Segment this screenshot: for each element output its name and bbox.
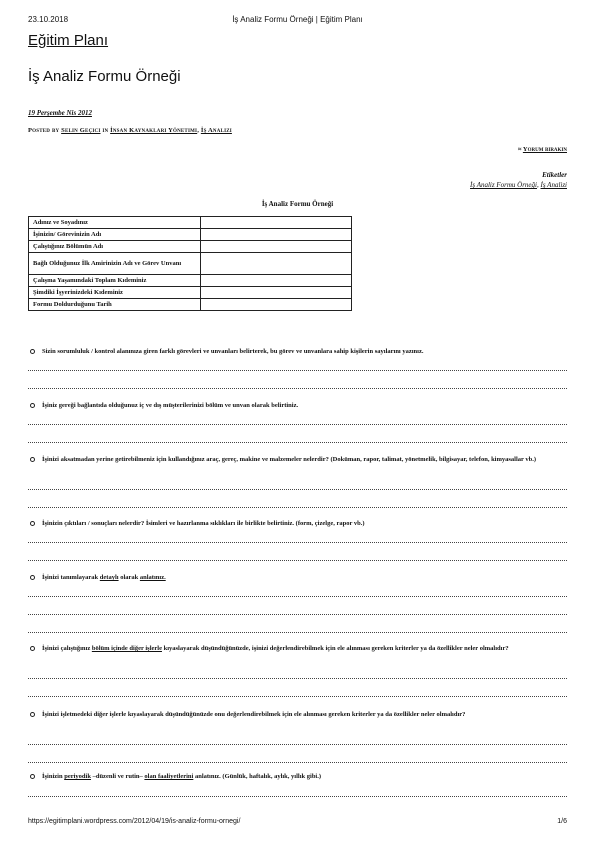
table-row-value: [201, 275, 352, 287]
answer-line: [28, 632, 567, 633]
question-5: [28, 573, 567, 583]
text-segment: kıyaslayarak düşündüğünüzde, işinizi değerlendirebilmek için ele alınması gereken kriterler ya da özellikler neler olmalıdır?: [161, 645, 509, 652]
question-text: İşinizi işletmedeki diğer işlerle kıyaslayarak düşündüğünüzde onu değerlendirebilmek için ele alınması gereken kriterler ya da özellikler neler olmalıdır?: [42, 711, 466, 718]
author-link[interactable]: Selin Geçici: [61, 127, 101, 134]
question-6: [28, 644, 567, 654]
tags-label: Etiketler: [542, 171, 567, 179]
category-link-hr[interactable]: İnsan Kaynakları Yönetimi: [110, 127, 198, 134]
post-date-link[interactable]: 19 Perşembe Nis 2012: [28, 109, 92, 117]
category-link-job-analysis[interactable]: İş Analizi: [200, 127, 232, 134]
text-segment: olarak: [118, 574, 140, 581]
answer-line: [28, 596, 567, 597]
posted-by-label: Posted by: [28, 127, 60, 134]
circle-bullet-icon: [30, 575, 35, 580]
table-row: [29, 253, 352, 275]
question-text: [42, 773, 321, 780]
question-text: İşinizin çıktıları / sonuçları nelerdir? İsimleri ve hazırlanma sıklıkları ile birlikte belirtiniz. (form, çizelge, rapor vb.): [42, 520, 365, 527]
answer-line: [28, 560, 567, 561]
answer-line: [28, 507, 567, 508]
in-label: in: [102, 127, 109, 134]
text-segment: anlatınız.: [139, 574, 166, 581]
print-date: 23.10.2018: [28, 15, 69, 24]
category-separator: ,: [197, 127, 200, 134]
circle-bullet-icon: [30, 403, 35, 408]
table-row-label: İşinizin/ Görevinizin Adı: [29, 229, 201, 241]
table-row: [29, 299, 352, 311]
table-row: [29, 241, 352, 253]
post-title: İş Analiz Formu Örneği: [28, 68, 181, 85]
text-segment: detaylı: [99, 574, 119, 581]
table-row-value: [201, 299, 352, 311]
question-4: [28, 519, 567, 529]
print-title: İş Analiz Formu Örneği | Eğitim Planı: [232, 15, 363, 24]
circle-bullet-icon: [30, 774, 35, 779]
answer-line: [28, 614, 567, 615]
table-row-value: [201, 253, 352, 275]
text-segment: İşinizi tanımlayarak: [42, 574, 100, 581]
question-2: [28, 401, 567, 411]
question-text: Sizin sorumluluk / kontrol alanınıza giren farklı görevleri ve unvanları belirterek, bu görev ve unvanlara sahip kişilerin sayılarını yazınız.: [42, 348, 424, 355]
table-row-label: Adınız ve Soyadınız: [29, 217, 201, 229]
table-row: [29, 229, 352, 241]
question-text: İşiniz gereği bağlantıda olduğunuz iç ve dış müşterilerinizi bölüm ve unvan olarak belirtiniz.: [42, 402, 299, 409]
table-row-label: Bağlı Olduğunuz İlk Amirinizin Adı ve Görev Unvanı: [29, 253, 201, 275]
answer-line: [28, 696, 567, 697]
comment-icon: ≈: [517, 146, 522, 153]
print-header: [28, 15, 567, 27]
leave-comment-link[interactable]: Yorum bırakın: [522, 146, 567, 153]
text-segment: İşinizi çalıştığınız: [42, 645, 92, 652]
table-row-value: [201, 217, 352, 229]
question-1: [28, 347, 567, 357]
tag-separator: ,: [536, 181, 539, 189]
table-row: [29, 217, 352, 229]
question-text: [42, 574, 166, 581]
site-title-link[interactable]: Eğitim Planı: [28, 32, 109, 49]
question-7: [28, 710, 567, 720]
tag-link-form[interactable]: İş Analiz Formu Örneği: [470, 181, 537, 189]
answer-line: [28, 678, 567, 679]
circle-bullet-icon: [30, 349, 35, 354]
comment-area: [518, 146, 567, 153]
table-row-value: [201, 229, 352, 241]
table-row-value: [201, 241, 352, 253]
text-segment: periyodik: [64, 773, 91, 780]
personal-info-table: [28, 216, 352, 311]
print-url: https://egitimplani.wordpress.com/2012/04/19/is-analiz-formu-ornegi/: [28, 818, 241, 825]
tag-link-job-analysis[interactable]: İş Analizi: [540, 181, 567, 189]
question-text: [42, 645, 509, 652]
page-number: 1/6: [557, 818, 567, 825]
circle-bullet-icon: [30, 646, 35, 651]
text-segment: İşinizin: [42, 773, 65, 780]
text-segment: –düzenli ve rutin–: [90, 773, 145, 780]
table-row: [29, 275, 352, 287]
circle-bullet-icon: [30, 712, 35, 717]
answer-line: [28, 388, 567, 389]
question-text: İşinizi aksatmadan yerine getirebilmeniz için kullandığınız araç, gereç, makine ve malzemeler nelerdir? (Doküman, rapor, talimat, yönetmelik, bilgisayar, telefon, kimyasallar vb.): [42, 456, 537, 463]
form-heading: İş Analiz Formu Örneği: [261, 200, 334, 208]
table-row-label: Çalışma Yaşamındaki Toplam Kıdeminiz: [29, 275, 201, 287]
tags-list: [470, 181, 567, 189]
text-segment: anlatınız. (Günlük, haftalık, aylık, yıllık gibi.): [193, 773, 322, 780]
table-row: [29, 287, 352, 299]
answer-line: [28, 744, 567, 745]
answer-line: [28, 796, 567, 797]
table-row-label: Formu Doldurduğunu Tarih: [29, 299, 201, 311]
answer-line: [28, 762, 567, 763]
answer-line: [28, 424, 567, 425]
circle-bullet-icon: [30, 457, 35, 462]
answer-line: [28, 370, 567, 371]
answer-line: [28, 489, 567, 490]
table-row-label: Çalıştığınız Bölümün Adı: [29, 241, 201, 253]
table-row-value: [201, 287, 352, 299]
text-segment: bölüm içinde diğer işlerle: [91, 645, 162, 652]
question-3: [28, 455, 567, 465]
answer-line: [28, 542, 567, 543]
question-8: [28, 772, 567, 782]
post-meta: [28, 127, 232, 134]
table-row-label: Şimdiki İşyerinizdeki Kıdeminiz: [29, 287, 201, 299]
answer-line: [28, 442, 567, 443]
text-segment: olan faaliyetlerini: [144, 773, 194, 780]
circle-bullet-icon: [30, 521, 35, 526]
